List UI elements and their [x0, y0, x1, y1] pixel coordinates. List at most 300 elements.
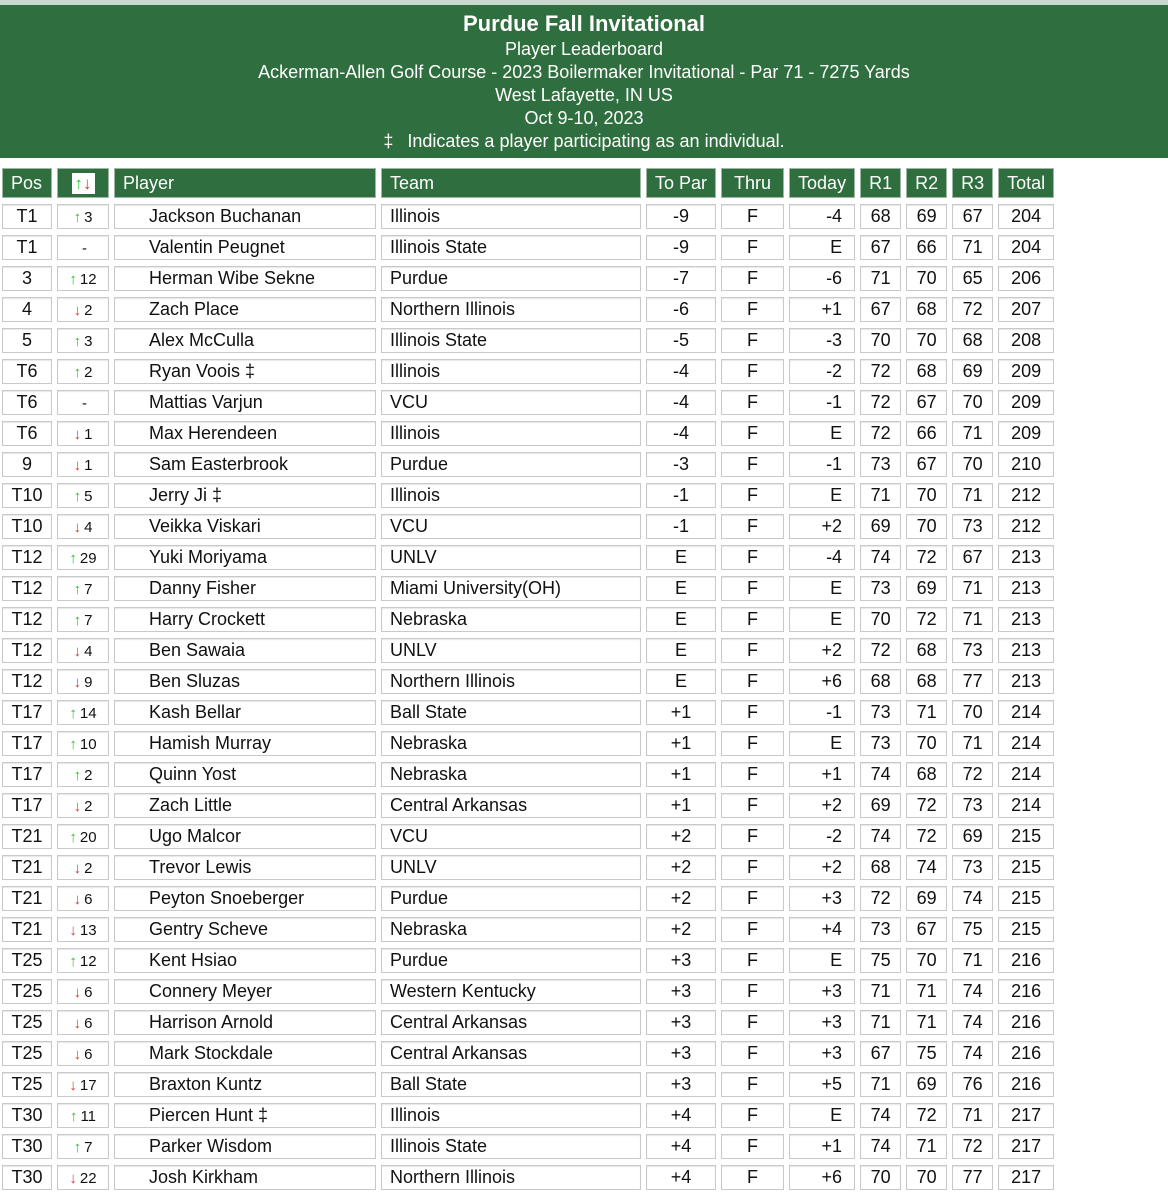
r1-cell: 67 [860, 1041, 901, 1066]
movement-cell [57, 328, 109, 353]
today-cell: +3 [789, 1010, 855, 1035]
thru-cell: F [721, 421, 784, 446]
table-row [2, 607, 1054, 632]
today-cell: +5 [789, 1072, 855, 1097]
thru-cell: F [721, 359, 784, 384]
thru-cell: F [721, 266, 784, 291]
total-cell: 213 [998, 607, 1054, 632]
topar-cell: +3 [646, 1041, 716, 1066]
r2-cell: 69 [906, 576, 947, 601]
arrow-up-icon: ↑ [73, 1139, 82, 1156]
team-cell: Illinois [381, 359, 641, 384]
player-link[interactable]: Jackson Buchanan [114, 204, 376, 229]
today-cell: +1 [789, 297, 855, 322]
movement-cell [57, 886, 109, 911]
topar-cell: E [646, 576, 716, 601]
player-link[interactable]: Ugo Malcor [114, 824, 376, 849]
player-link[interactable]: Kash Bellar [114, 700, 376, 725]
thru-cell: F [721, 1165, 784, 1190]
player-link[interactable]: Hamish Murray [114, 731, 376, 756]
movement-cell [57, 948, 109, 973]
team-cell: Central Arkansas [381, 793, 641, 818]
col-movement[interactable] [57, 168, 109, 198]
leaderboard-subtitle: Player Leaderboard [504, 39, 664, 59]
table-row [2, 328, 1054, 353]
team-cell: Nebraska [381, 607, 641, 632]
table-row [2, 793, 1054, 818]
r2-cell: 70 [906, 948, 947, 973]
topar-cell: -9 [646, 235, 716, 260]
r1-cell: 69 [860, 514, 901, 539]
player-link[interactable]: Braxton Kuntz [114, 1072, 376, 1097]
total-cell: 208 [998, 328, 1054, 353]
individual-note-text: Indicates a player participating as an individual. [407, 131, 785, 151]
pos-cell: T21 [2, 824, 52, 849]
thru-cell: F [721, 793, 784, 818]
movement-cell [57, 1134, 109, 1159]
movement-cell [57, 576, 109, 601]
movement-cell [57, 1041, 109, 1066]
r1-cell: 68 [860, 204, 901, 229]
topar-cell: -7 [646, 266, 716, 291]
r3-cell: 71 [952, 607, 993, 632]
total-cell: 212 [998, 483, 1054, 508]
today-cell: +3 [789, 1041, 855, 1066]
topar-cell: +2 [646, 824, 716, 849]
team-cell: UNLV [381, 638, 641, 663]
movement-value: 29 [79, 550, 97, 567]
team-cell: Illinois [381, 1103, 641, 1128]
movement-value: 6 [84, 1015, 93, 1032]
topar-cell: +3 [646, 1072, 716, 1097]
arrow-down-icon: ↓ [73, 984, 82, 1001]
topar-cell: +1 [646, 762, 716, 787]
topar-cell: +1 [646, 731, 716, 756]
pos-cell: T30 [2, 1134, 52, 1159]
arrow-up-icon: ↑ [74, 173, 83, 193]
r3-cell: 74 [952, 886, 993, 911]
player-link[interactable]: Parker Wisdom [114, 1134, 376, 1159]
r1-cell: 71 [860, 483, 901, 508]
dagger-icon: ‡ [383, 131, 394, 151]
total-cell: 217 [998, 1165, 1054, 1190]
pos-cell: T30 [2, 1165, 52, 1190]
movement-value: 2 [84, 364, 93, 381]
thru-cell: F [721, 855, 784, 880]
today-cell: +1 [789, 762, 855, 787]
topar-cell: -9 [646, 204, 716, 229]
r2-cell: 68 [906, 638, 947, 663]
topar-cell: +4 [646, 1165, 716, 1190]
team-cell: Illinois State [381, 328, 641, 353]
player-link[interactable]: Sam Easterbrook [114, 452, 376, 477]
today-cell: +2 [789, 855, 855, 880]
table-row [2, 700, 1054, 725]
player-link[interactable]: Trevor Lewis [114, 855, 376, 880]
col-r1[interactable]: R1 [860, 168, 901, 198]
pos-cell: T17 [2, 762, 52, 787]
r1-cell: 67 [860, 235, 901, 260]
thru-cell: F [721, 1041, 784, 1066]
r2-cell: 72 [906, 824, 947, 849]
topar-cell: -3 [646, 452, 716, 477]
top-strip [0, 0, 1168, 5]
thru-cell: F [721, 328, 784, 353]
total-cell: 209 [998, 390, 1054, 415]
player-link[interactable]: Veikka Viskari [114, 514, 376, 539]
table-row [2, 731, 1054, 756]
movement-value: 9 [84, 674, 93, 691]
movement-value: 4 [84, 519, 93, 536]
player-link[interactable]: Max Herendeen [114, 421, 376, 446]
today-cell: +2 [789, 638, 855, 663]
player-link[interactable]: Piercen Hunt ‡ [114, 1103, 376, 1128]
player-link[interactable]: Mattias Varjun [114, 390, 376, 415]
player-link[interactable]: Harry Crockett [114, 607, 376, 632]
movement-cell [57, 483, 109, 508]
r1-cell: 72 [860, 390, 901, 415]
r3-cell: 72 [952, 762, 993, 787]
player-link[interactable]: Valentin Peugnet [114, 235, 376, 260]
pos-cell: T10 [2, 483, 52, 508]
topar-cell: +3 [646, 1010, 716, 1035]
pos-cell: T6 [2, 359, 52, 384]
movement-value: 1 [84, 426, 93, 443]
r3-cell: 73 [952, 793, 993, 818]
table-row [2, 1072, 1054, 1097]
r2-cell: 70 [906, 328, 947, 353]
team-cell: Illinois State [381, 1134, 641, 1159]
team-cell: Nebraska [381, 762, 641, 787]
col-r3[interactable]: R3 [952, 168, 993, 198]
arrow-up-icon: ↑ [69, 550, 77, 567]
r2-cell: 68 [906, 359, 947, 384]
topar-cell: +4 [646, 1103, 716, 1128]
r2-cell: 70 [906, 266, 947, 291]
arrow-down-icon: ↓ [69, 1170, 77, 1187]
player-link[interactable]: Mark Stockdale [114, 1041, 376, 1066]
topar-cell: -1 [646, 483, 716, 508]
topar-cell: -5 [646, 328, 716, 353]
player-link[interactable]: Danny Fisher [114, 576, 376, 601]
r2-cell: 74 [906, 855, 947, 880]
total-cell: 216 [998, 979, 1054, 1004]
today-cell: +6 [789, 1165, 855, 1190]
r1-cell: 73 [860, 452, 901, 477]
r2-cell: 71 [906, 979, 947, 1004]
r1-cell: 70 [860, 328, 901, 353]
pos-cell: 9 [2, 452, 52, 477]
total-cell: 207 [998, 297, 1054, 322]
player-link[interactable]: Jerry Ji ‡ [114, 483, 376, 508]
movement-value: 17 [79, 1077, 97, 1094]
movement-value: 7 [84, 612, 93, 629]
col-topar[interactable]: To Par [646, 168, 716, 198]
player-link[interactable]: Zach Place [114, 297, 376, 322]
total-cell: 212 [998, 514, 1054, 539]
team-cell: Western Kentucky [381, 979, 641, 1004]
total-cell: 215 [998, 855, 1054, 880]
table-row [2, 421, 1054, 446]
player-link[interactable]: Ben Sawaia [114, 638, 376, 663]
r3-cell: 72 [952, 1134, 993, 1159]
r2-cell: 67 [906, 452, 947, 477]
team-cell: Ball State [381, 700, 641, 725]
total-cell: 216 [998, 1072, 1054, 1097]
movement-value: 20 [79, 829, 97, 846]
header-row [2, 168, 1054, 198]
player-link[interactable]: Zach Little [114, 793, 376, 818]
table-row [2, 545, 1054, 570]
movement-value: 14 [79, 705, 97, 722]
r3-cell: 71 [952, 576, 993, 601]
thru-cell: F [721, 700, 784, 725]
col-team[interactable]: Team [381, 168, 641, 198]
player-link[interactable]: Harrison Arnold [114, 1010, 376, 1035]
table-row [2, 266, 1054, 291]
player-link[interactable]: Quinn Yost [114, 762, 376, 787]
thru-cell: F [721, 545, 784, 570]
pos-cell: T1 [2, 235, 52, 260]
player-link[interactable]: Gentry Scheve [114, 917, 376, 942]
topar-cell: -4 [646, 390, 716, 415]
team-cell: Illinois [381, 483, 641, 508]
r1-cell: 72 [860, 886, 901, 911]
r2-cell: 72 [906, 545, 947, 570]
pos-cell: T6 [2, 421, 52, 446]
today-cell: -1 [789, 700, 855, 725]
movement-cell [57, 762, 109, 787]
movement-cell [57, 235, 109, 260]
table-row [2, 762, 1054, 787]
movement-cell [57, 514, 109, 539]
thru-cell: F [721, 514, 784, 539]
total-cell: 213 [998, 638, 1054, 663]
team-cell: Northern Illinois [381, 1165, 641, 1190]
r3-cell: 77 [952, 669, 993, 694]
movement-cell [57, 638, 109, 663]
team-cell: Miami University(OH) [381, 576, 641, 601]
course-info: Ackerman-Allen Golf Course - 2023 Boilermaker Invitational - Par 71 - 7275 Yards [258, 62, 910, 82]
pos-cell: T1 [2, 204, 52, 229]
table-row [2, 452, 1054, 477]
movement-value: 22 [79, 1170, 97, 1187]
total-cell: 213 [998, 669, 1054, 694]
topar-cell: E [646, 545, 716, 570]
movement-value: - [82, 395, 87, 412]
team-cell: Illinois [381, 204, 641, 229]
team-cell: Nebraska [381, 917, 641, 942]
pos-cell: T17 [2, 700, 52, 725]
r2-cell: 70 [906, 1165, 947, 1190]
tournament-title: Purdue Fall Invitational [462, 11, 706, 36]
total-cell: 216 [998, 1041, 1054, 1066]
total-cell: 213 [998, 576, 1054, 601]
today-cell: E [789, 607, 855, 632]
table-row [2, 576, 1054, 601]
total-cell: 215 [998, 886, 1054, 911]
pos-cell: T12 [2, 545, 52, 570]
r1-cell: 72 [860, 421, 901, 446]
player-link[interactable]: Kent Hsiao [114, 948, 376, 973]
thru-cell: F [721, 917, 784, 942]
r3-cell: 77 [952, 1165, 993, 1190]
topar-cell: +3 [646, 979, 716, 1004]
pos-cell: T30 [2, 1103, 52, 1128]
col-r2[interactable]: R2 [906, 168, 947, 198]
today-cell: E [789, 421, 855, 446]
player-link[interactable]: Alex McCulla [114, 328, 376, 353]
thru-cell: F [721, 483, 784, 508]
thru-cell: F [721, 762, 784, 787]
pos-cell: T21 [2, 886, 52, 911]
r2-cell: 66 [906, 235, 947, 260]
team-cell: Ball State [381, 1072, 641, 1097]
player-link[interactable]: Yuki Moriyama [114, 545, 376, 570]
table-row [2, 824, 1054, 849]
today-cell: +2 [789, 514, 855, 539]
movement-value: 1 [84, 457, 93, 474]
arrow-up-icon: ↑ [69, 705, 77, 722]
player-link[interactable]: Ryan Voois ‡ [114, 359, 376, 384]
r1-cell: 74 [860, 1103, 901, 1128]
today-cell: -1 [789, 390, 855, 415]
today-cell: E [789, 235, 855, 260]
table-row [2, 390, 1054, 415]
player-link[interactable]: Peyton Snoeberger [114, 886, 376, 911]
pos-cell: T25 [2, 948, 52, 973]
r3-cell: 71 [952, 421, 993, 446]
movement-value: 2 [84, 302, 93, 319]
thru-cell: F [721, 669, 784, 694]
r3-cell: 69 [952, 824, 993, 849]
r2-cell: 70 [906, 514, 947, 539]
team-cell: Central Arkansas [381, 1041, 641, 1066]
today-cell: -6 [789, 266, 855, 291]
movement-value: 3 [84, 333, 93, 350]
movement-value: 2 [84, 767, 93, 784]
r1-cell: 73 [860, 576, 901, 601]
arrow-down-icon: ↓ [83, 173, 92, 193]
pos-cell: T10 [2, 514, 52, 539]
today-cell: +1 [789, 1134, 855, 1159]
team-cell: Purdue [381, 886, 641, 911]
arrow-up-icon: ↑ [73, 209, 82, 226]
today-cell: -2 [789, 824, 855, 849]
r2-cell: 70 [906, 483, 947, 508]
today-cell: +2 [789, 793, 855, 818]
team-cell: UNLV [381, 545, 641, 570]
total-cell: 217 [998, 1103, 1054, 1128]
col-pos[interactable]: Pos [2, 168, 52, 198]
total-cell: 214 [998, 731, 1054, 756]
arrow-up-icon: ↑ [69, 271, 77, 288]
topar-cell: -6 [646, 297, 716, 322]
arrow-down-icon: ↓ [73, 860, 82, 877]
r1-cell: 73 [860, 917, 901, 942]
movement-cell [57, 700, 109, 725]
movement-cell [57, 297, 109, 322]
col-total[interactable]: Total [998, 168, 1054, 198]
r2-cell: 66 [906, 421, 947, 446]
today-cell: -4 [789, 545, 855, 570]
thru-cell: F [721, 297, 784, 322]
r2-cell: 71 [906, 1134, 947, 1159]
team-cell: Northern Illinois [381, 669, 641, 694]
pos-cell: T17 [2, 793, 52, 818]
r1-cell: 75 [860, 948, 901, 973]
table-row [2, 669, 1054, 694]
arrow-up-icon: ↑ [73, 364, 82, 381]
r3-cell: 65 [952, 266, 993, 291]
r1-cell: 74 [860, 824, 901, 849]
topar-cell: E [646, 638, 716, 663]
col-today[interactable]: Today [789, 168, 855, 198]
thru-cell: F [721, 204, 784, 229]
r3-cell: 74 [952, 1010, 993, 1035]
arrow-down-icon: ↓ [73, 798, 82, 815]
r1-cell: 69 [860, 793, 901, 818]
pos-cell: T25 [2, 979, 52, 1004]
r1-cell: 67 [860, 297, 901, 322]
total-cell: 204 [998, 204, 1054, 229]
col-thru[interactable]: Thru [721, 168, 784, 198]
r2-cell: 75 [906, 1041, 947, 1066]
r3-cell: 73 [952, 638, 993, 663]
total-cell: 215 [998, 824, 1054, 849]
today-cell: -1 [789, 452, 855, 477]
r3-cell: 71 [952, 948, 993, 973]
col-player[interactable]: Player [114, 168, 376, 198]
total-cell: 209 [998, 421, 1054, 446]
movement-cell [57, 1165, 109, 1190]
team-cell: Nebraska [381, 731, 641, 756]
pos-cell: T25 [2, 1041, 52, 1066]
r3-cell: 67 [952, 545, 993, 570]
r3-cell: 71 [952, 731, 993, 756]
thru-cell: F [721, 390, 784, 415]
arrow-up-icon: ↑ [73, 488, 82, 505]
player-link[interactable]: Ben Sluzas [114, 669, 376, 694]
today-cell: E [789, 731, 855, 756]
arrow-up-icon: ↑ [73, 767, 82, 784]
arrow-down-icon: ↓ [73, 891, 82, 908]
arrow-down-icon: ↓ [69, 1077, 77, 1094]
table-row [2, 917, 1054, 942]
movement-cell [57, 1103, 109, 1128]
movement-value: 10 [79, 736, 97, 753]
today-cell: +3 [789, 979, 855, 1004]
event-dates: Oct 9-10, 2023 [524, 108, 644, 128]
r1-cell: 71 [860, 979, 901, 1004]
player-link[interactable]: Josh Kirkham [114, 1165, 376, 1190]
team-cell: Purdue [381, 266, 641, 291]
movement-cell [57, 979, 109, 1004]
movement-cell [57, 545, 109, 570]
thru-cell: F [721, 1072, 784, 1097]
r2-cell: 72 [906, 793, 947, 818]
table-row [2, 204, 1054, 229]
movement-value: 2 [84, 860, 93, 877]
r3-cell: 71 [952, 1103, 993, 1128]
player-link[interactable]: Connery Meyer [114, 979, 376, 1004]
sort-arrows[interactable] [72, 173, 95, 194]
arrow-up-icon: ↑ [73, 581, 82, 598]
player-link[interactable]: Herman Wibe Sekne [114, 266, 376, 291]
r2-cell: 71 [906, 700, 947, 725]
movement-value: 4 [84, 643, 93, 660]
movement-cell [57, 266, 109, 291]
